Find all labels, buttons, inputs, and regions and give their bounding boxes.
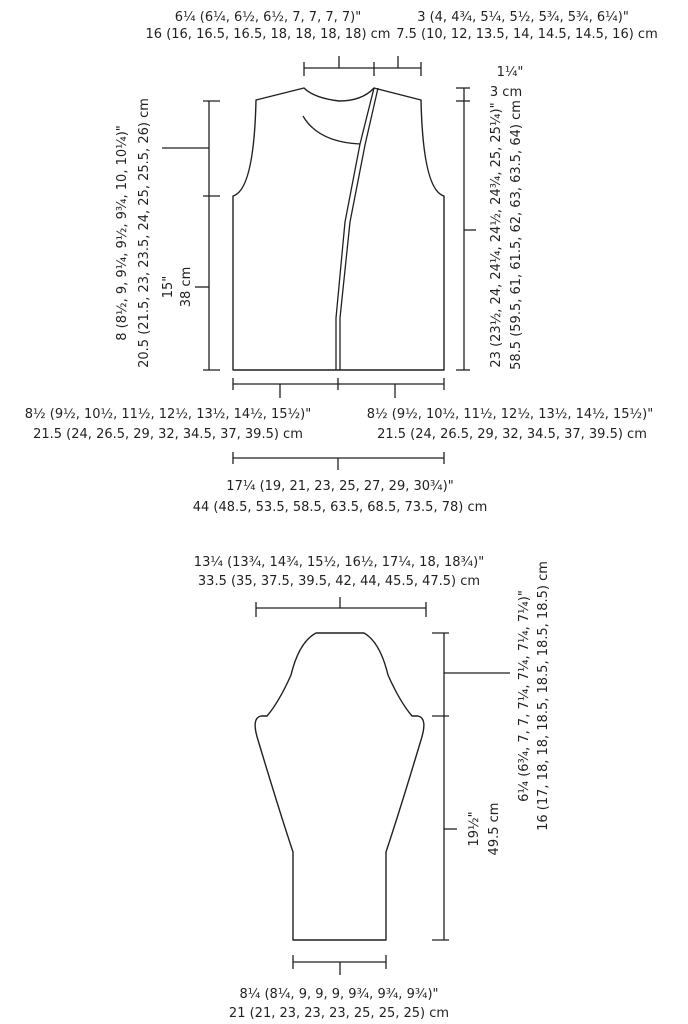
upper-arm-width-in: 13¼ (13¾, 14¾, 15½, 16½, 17¼, 18, 18¾)" bbox=[193, 555, 485, 570]
shoulder-width-cm: 7.5 (10, 12, 13.5, 14, 14.5, 14.5, 16) cm bbox=[396, 27, 658, 42]
cap-height-in: 6¼ (6¾, 7, 7, 7¼, 7¼, 7¼, 7¼)" bbox=[517, 590, 532, 802]
upper-arm-width-cm: 33.5 (35, 37.5, 39.5, 42, 44, 45.5, 47.5) cm bbox=[197, 574, 481, 589]
side-length-in: 15" bbox=[161, 275, 176, 299]
sleeve-outline bbox=[255, 633, 424, 940]
sleeve-length-cm: 49.5 cm bbox=[487, 802, 502, 856]
left-front-width-in: 8½ (9½, 10½, 11½, 12½, 13½, 14½, 15½)" bbox=[24, 407, 312, 422]
sleeve-height-bracket bbox=[432, 633, 510, 940]
neck-depth-in: 1¼" bbox=[496, 65, 524, 80]
neck-depth-cm: 3 cm bbox=[489, 85, 523, 100]
cuff-width-in: 8¼ (8¼, 9, 9, 9, 9¾, 9¾, 9¾)" bbox=[239, 987, 439, 1002]
back-width-cm: 44 (48.5, 53.5, 58.5, 63.5, 68.5, 73.5, 78) cm bbox=[192, 500, 488, 515]
left-height-bracket bbox=[162, 101, 220, 370]
back-width-in: 17¼ (19, 21, 23, 25, 27, 29, 30¾)" bbox=[226, 479, 454, 494]
armhole-depth-cm: 20.5 (21.5, 23, 23.5, 24, 25, 25.5, 26) cm bbox=[137, 98, 152, 368]
total-length-cm: 58.5 (59.5, 61, 61.5, 62, 63, 63.5, 64) cm bbox=[509, 100, 524, 370]
back-width-bracket bbox=[233, 452, 444, 470]
body-outline bbox=[233, 88, 444, 370]
front-width-bracket bbox=[233, 378, 444, 398]
cuff-width-cm: 21 (21, 23, 23, 23, 25, 25, 25) cm bbox=[228, 1006, 450, 1021]
cap-height-cm: 16 (17, 18, 18, 18.5, 18.5, 18.5, 18.5) cm bbox=[536, 561, 551, 831]
right-height-bracket bbox=[456, 101, 476, 370]
right-front-width-in: 8½ (9½, 10½, 11½, 12½, 13½, 14½, 15½)" bbox=[366, 407, 654, 422]
left-front-width-cm: 21.5 (24, 26.5, 29, 32, 34.5, 37, 39.5) cm bbox=[33, 427, 303, 442]
neck-width-cm: 16 (16, 16.5, 16.5, 18, 18, 18, 18) cm bbox=[145, 27, 391, 42]
sleeve-schematic bbox=[194, 555, 551, 1021]
top-width-bracket bbox=[304, 56, 421, 76]
armhole-depth-in: 8 (8½, 9, 9¼, 9½, 9¾, 10, 10¼)" bbox=[115, 125, 130, 341]
right-front-width-cm: 21.5 (24, 26.5, 29, 32, 34.5, 37, 39.5) cm bbox=[377, 427, 647, 442]
shoulder-width-in: 3 (4, 4¾, 5¼, 5½, 5¾, 5¾, 6¼)" bbox=[417, 10, 629, 25]
sleeve-length-in: 19½" bbox=[467, 811, 482, 847]
side-length-cm: 38 cm bbox=[179, 266, 194, 308]
cuff-bracket bbox=[293, 955, 386, 975]
upper-arm-bracket bbox=[256, 597, 426, 617]
total-length-in: 23 (23½, 24, 24¼, 24½, 24¾, 25, 25¼)" bbox=[489, 102, 504, 368]
body-schematic bbox=[25, 10, 658, 515]
neck-width-in: 6¼ (6¼, 6½, 6½, 7, 7, 7, 7)" bbox=[174, 10, 362, 25]
neck-depth-bracket bbox=[456, 88, 470, 101]
